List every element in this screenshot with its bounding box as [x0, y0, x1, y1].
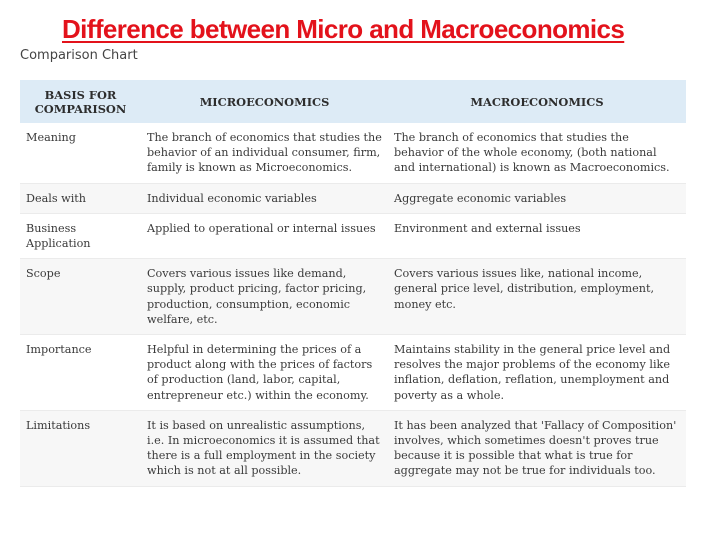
micro-cell: The branch of economics that studies the behavior of an individual consumer, firm, family is known as Microeconomics.	[141, 123, 388, 183]
basis-cell: Limitations	[20, 410, 141, 486]
basis-cell: Meaning	[20, 123, 141, 183]
comparison-table	[20, 80, 686, 487]
micro-cell: Individual economic variables	[141, 183, 388, 213]
table-row	[20, 213, 686, 258]
header-micro: MICROECONOMICS	[141, 80, 388, 123]
macro-cell: Environment and external issues	[388, 213, 686, 258]
micro-cell: Covers various issues like demand, supply, product pricing, factor pricing, production, consumption, economic welfare, etc.	[141, 259, 388, 335]
macro-cell: Covers various issues like, national income, general price level, distribution, employment, money etc.	[388, 259, 686, 335]
macro-cell: The branch of economics that studies the behavior of the whole economy, (both national and international) is known as Macroeconomics.	[388, 123, 686, 183]
micro-cell: Helpful in determining the prices of a product along with the prices of factors of production (land, labor, capital, entrepreneur etc.) within the economy.	[141, 335, 388, 411]
header-macro: MACROECONOMICS	[388, 80, 686, 123]
table-row	[20, 335, 686, 411]
table-header-row	[20, 80, 686, 123]
micro-cell: Applied to operational or internal issues	[141, 213, 388, 258]
header-basis: BASIS FOR COMPARISON	[20, 80, 141, 123]
table-row	[20, 123, 686, 183]
micro-cell: It is based on unrealistic assumptions, i.e. In microeconomics it is assumed that there is a full employment in the society which is not at all possible.	[141, 410, 388, 486]
basis-cell: Business Application	[20, 213, 141, 258]
basis-cell: Importance	[20, 335, 141, 411]
macro-cell: Aggregate economic variables	[388, 183, 686, 213]
table-row	[20, 259, 686, 335]
page-title: Difference between Micro and Macroeconomics	[62, 14, 625, 44]
basis-cell: Scope	[20, 259, 141, 335]
comparison-chart-label: Comparison Chart	[20, 48, 138, 63]
basis-cell: Deals with	[20, 183, 141, 213]
table-row	[20, 410, 686, 486]
macro-cell: Maintains stability in the general price level and resolves the major problems of the economy like inflation, deflation, reflation, unemployment and poverty as a whole.	[388, 335, 686, 411]
macro-cell: It has been analyzed that 'Fallacy of Composition' involves, which sometimes doesn't proves true because it is possible that what is true for aggregate may not be true for individuals too.	[388, 410, 686, 486]
table-row	[20, 183, 686, 213]
